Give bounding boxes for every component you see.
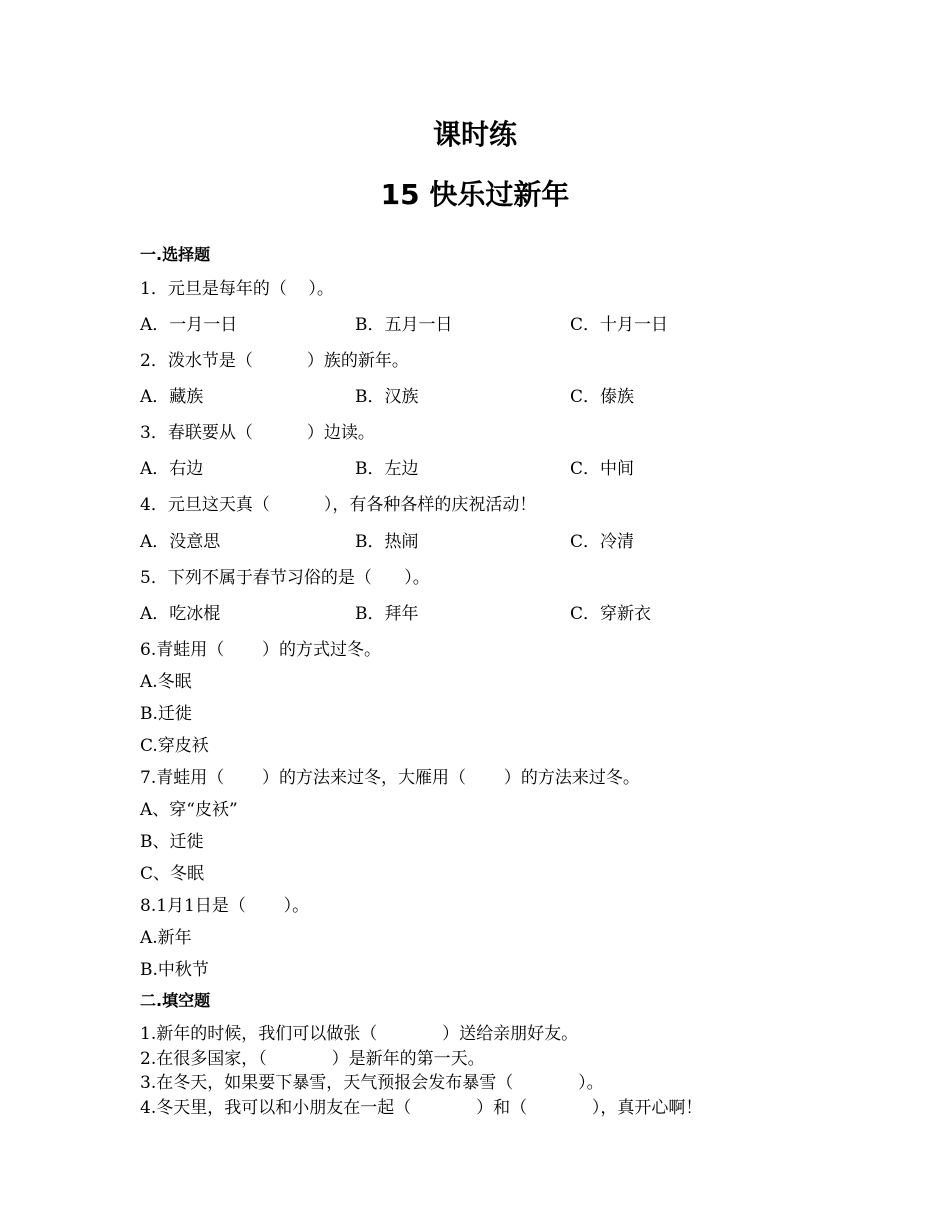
question-stem: 1．元旦是每年的（ ）。 <box>140 279 334 299</box>
fill-item: 3.在冬天，如果要下暴雪，天气预报会发布暴雪（ ）。 <box>140 1073 604 1093</box>
option-c: C．傣族 <box>570 387 635 407</box>
section-heading-choice: 一.选择题 <box>140 245 211 264</box>
option-a: A.冬眠 <box>140 672 192 692</box>
option-b: B．热闹 <box>355 532 419 552</box>
option-c: C、冬眠 <box>140 864 205 884</box>
fill-item: 1.新年的时候，我们可以做张（ ）送给亲朋好友。 <box>140 1024 579 1044</box>
option-a: A．右边 <box>140 459 204 479</box>
option-b: B．拜年 <box>355 604 419 624</box>
question-stem: 2．泼水节是（ ）族的新年。 <box>140 351 409 371</box>
option-c: C．中间 <box>570 459 635 479</box>
fill-item: 4.冬天里，我可以和小朋友在一起（ ）和（ ），真开心啊！ <box>140 1098 703 1118</box>
question-stem: 7.青蛙用（ ）的方法来过冬，大雁用（ ）的方法来过冬。 <box>140 768 640 788</box>
option-a: A．吃冰棍 <box>140 604 221 624</box>
option-c: C．穿新衣 <box>570 604 652 624</box>
option-b: B.中秋节 <box>140 960 209 980</box>
worksheet-title: 课时练 <box>432 118 517 151</box>
option-a: A．藏族 <box>140 387 204 407</box>
option-c: C.穿皮袄 <box>140 736 209 756</box>
lesson-title: 15 快乐过新年 <box>380 178 570 211</box>
question-stem: 5．下列不属于春节习俗的是（ ）。 <box>140 568 430 588</box>
option-c: C．冷清 <box>570 532 635 552</box>
option-b: B.迁徙 <box>140 704 192 724</box>
question-stem: 4．元旦这天真（ ），有各种各样的庆祝活动！ <box>140 495 537 515</box>
question-stem: 6.青蛙用（ ）的方式过冬。 <box>140 640 382 660</box>
option-c: C．十月一日 <box>570 315 669 335</box>
section-heading-fill: 二.填空题 <box>140 991 211 1010</box>
option-a: A.新年 <box>140 928 192 948</box>
option-b: B．左边 <box>355 459 419 479</box>
option-a: A．没意思 <box>140 532 221 552</box>
option-a: A、穿“皮袄” <box>140 800 238 820</box>
question-stem: 3．春联要从（ ）边读。 <box>140 423 375 443</box>
option-a: A．一月一日 <box>140 315 238 335</box>
option-b: B．五月一日 <box>355 315 453 335</box>
option-b: B．汉族 <box>355 387 419 407</box>
option-b: B、迁徙 <box>140 832 204 852</box>
fill-item: 2.在很多国家，（ ）是新年的第一天。 <box>140 1049 485 1069</box>
question-stem: 8.1月1日是（ ）。 <box>140 896 310 916</box>
